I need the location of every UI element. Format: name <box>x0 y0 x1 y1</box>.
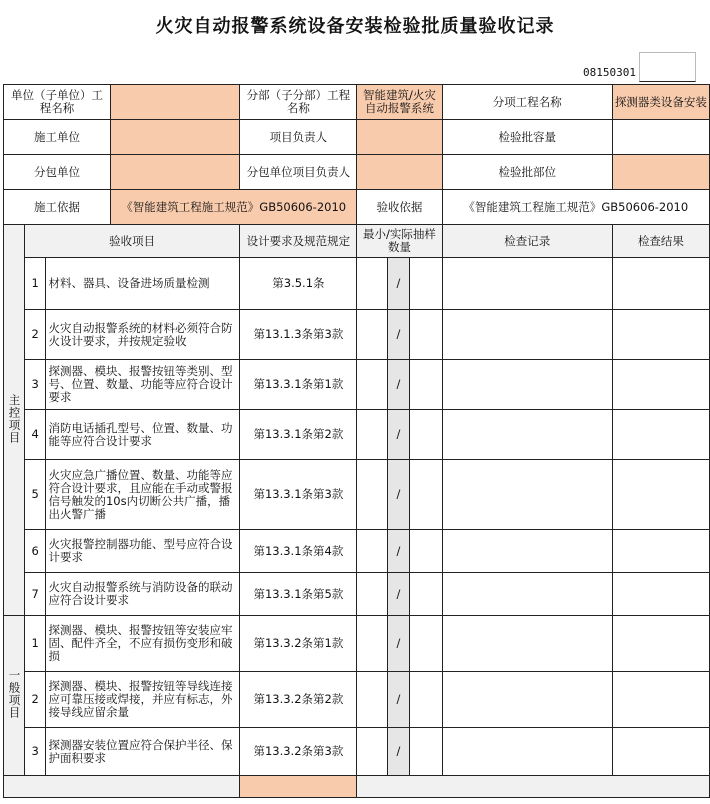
item-text: 材料、器具、设备进场质量检测 <box>46 258 240 310</box>
general-label: 一般项目 <box>7 669 22 719</box>
sample-actual-field[interactable] <box>409 410 442 460</box>
sample-separator: / <box>388 258 409 310</box>
subitem-name-label: 分项工程名称 <box>442 85 612 120</box>
sample-min-field[interactable] <box>357 573 388 616</box>
sample-actual-field[interactable] <box>409 728 442 776</box>
sample-min-field[interactable] <box>357 360 388 410</box>
item-clause: 第13.3.2条第1款 <box>240 616 357 672</box>
sample-separator: / <box>388 460 409 530</box>
contractor-field[interactable] <box>111 120 240 155</box>
subcontractor-label: 分包单位 <box>4 155 111 190</box>
header-design: 设计要求及规范规定 <box>240 225 357 258</box>
acceptance-basis-label: 验收依据 <box>357 190 442 225</box>
result-field[interactable] <box>612 728 709 776</box>
item-clause: 第13.3.1条第4款 <box>240 530 357 573</box>
sample-actual-field[interactable] <box>409 310 442 360</box>
sample-actual-field[interactable] <box>409 616 442 672</box>
table-row <box>4 310 710 360</box>
main-control-section <box>4 225 25 616</box>
item-clause: 第13.3.2条第3款 <box>240 728 357 776</box>
header-result: 检查结果 <box>612 225 709 258</box>
result-field[interactable] <box>612 258 709 310</box>
unit-name-field[interactable] <box>111 85 240 120</box>
table-row <box>4 672 710 728</box>
sample-min-field[interactable] <box>357 616 388 672</box>
sample-actual-field[interactable] <box>409 460 442 530</box>
construction-basis-label: 施工依据 <box>4 190 111 225</box>
result-field[interactable] <box>612 573 709 616</box>
item-number: 4 <box>24 410 46 460</box>
item-clause: 第13.3.1条第5款 <box>240 573 357 616</box>
item-text: 火灾应急广播位置、数量、功能等应符合设计要求，且应能在手动或警报信号触发的10s内切断公共广播，播出火警广播 <box>46 460 240 530</box>
unit-name-label: 单位（子单位）工程名称 <box>4 85 111 120</box>
table-row <box>4 728 710 776</box>
record-field[interactable] <box>442 310 612 360</box>
sample-separator: / <box>388 672 409 728</box>
sample-separator: / <box>388 310 409 360</box>
item-number: 2 <box>24 672 46 728</box>
sample-min-field[interactable] <box>357 410 388 460</box>
batch-capacity-field[interactable] <box>612 120 709 155</box>
result-field[interactable] <box>612 460 709 530</box>
record-field[interactable] <box>442 530 612 573</box>
construction-basis-value[interactable]: 《智能建筑工程施工规范》GB50606-2010 <box>111 190 357 225</box>
header-sample: 最小/实际抽样数量 <box>357 225 442 258</box>
acceptance-basis-value: 《智能建筑工程施工规范》GB50606-2010 <box>442 190 709 225</box>
sample-min-field[interactable] <box>357 310 388 360</box>
form-code: 08150301 <box>583 66 636 79</box>
result-field[interactable] <box>612 616 709 672</box>
item-number: 3 <box>24 360 46 410</box>
item-text: 探测器安装位置应符合保护半径、保护面积要求 <box>46 728 240 776</box>
record-field[interactable] <box>442 672 612 728</box>
subcontractor-field[interactable] <box>111 155 240 190</box>
division-name-value[interactable]: 智能建筑/火灾自动报警系统 <box>357 85 442 120</box>
subitem-name-value[interactable]: 探测器类设备安装 <box>612 85 709 120</box>
page-title: 火灾自动报警系统设备安装检验批质量验收记录 <box>155 16 555 37</box>
item-number: 5 <box>24 460 46 530</box>
batch-capacity-label: 检验批容量 <box>442 120 612 155</box>
item-number: 7 <box>24 573 46 616</box>
item-text: 探测器、模块、报警按钮等导线连接应可靠压接或焊接，并应有标志，外接导线应留余量 <box>46 672 240 728</box>
record-field[interactable] <box>442 258 612 310</box>
sample-actual-field[interactable] <box>409 360 442 410</box>
item-clause: 第13.1.3条第3款 <box>240 310 357 360</box>
sample-min-field[interactable] <box>357 672 388 728</box>
item-text: 火灾自动报警系统与消防设备的联动应符合设计要求 <box>46 573 240 616</box>
code-input-box[interactable] <box>639 52 696 82</box>
sample-separator: / <box>388 410 409 460</box>
header-record: 检查记录 <box>442 225 612 258</box>
item-number: 1 <box>24 616 46 672</box>
result-field[interactable] <box>612 360 709 410</box>
sample-actual-field[interactable] <box>409 530 442 573</box>
item-clause: 第3.5.1条 <box>240 258 357 310</box>
sample-actual-field[interactable] <box>409 672 442 728</box>
result-field[interactable] <box>612 672 709 728</box>
item-text: 探测器、模块、报警按钮等安装应牢固、配件齐全，不应有损伤变形和破损 <box>46 616 240 672</box>
record-field[interactable] <box>442 460 612 530</box>
result-field[interactable] <box>612 410 709 460</box>
project-manager-label: 项目负责人 <box>240 120 357 155</box>
sample-separator: / <box>388 360 409 410</box>
contractor-label: 施工单位 <box>4 120 111 155</box>
item-text: 火灾报警控制器功能、型号应符合设计要求 <box>46 530 240 573</box>
sample-actual-field[interactable] <box>409 258 442 310</box>
record-field[interactable] <box>442 728 612 776</box>
table-row <box>4 530 710 573</box>
table-row <box>4 573 710 616</box>
item-number: 1 <box>24 258 46 310</box>
item-number: 6 <box>24 530 46 573</box>
item-number: 3 <box>24 728 46 776</box>
footer-left-cell <box>4 776 240 798</box>
table-row <box>4 360 710 410</box>
table-row <box>4 460 710 530</box>
sub-pm-field[interactable] <box>357 155 442 190</box>
record-field[interactable] <box>442 573 612 616</box>
sample-min-field[interactable] <box>357 728 388 776</box>
item-number: 2 <box>24 310 46 360</box>
record-field[interactable] <box>442 360 612 410</box>
item-clause: 第13.3.1条第2款 <box>240 410 357 460</box>
record-field[interactable] <box>442 616 612 672</box>
sample-separator: / <box>388 530 409 573</box>
sample-min-field[interactable] <box>357 460 388 530</box>
result-field[interactable] <box>612 310 709 360</box>
batch-location-label: 检验批部位 <box>442 155 612 190</box>
footer-peach-cell[interactable] <box>240 776 357 798</box>
record-field[interactable] <box>442 410 612 460</box>
sample-actual-field[interactable] <box>409 573 442 616</box>
sample-separator: / <box>388 573 409 616</box>
sample-min-field[interactable] <box>357 530 388 573</box>
item-text: 火灾自动报警系统的材料必须符合防火设计要求，并按规定验收 <box>46 310 240 360</box>
sub-pm-label: 分包单位项目负责人 <box>240 155 357 190</box>
sample-separator: / <box>388 616 409 672</box>
footer-right-cell <box>357 776 710 798</box>
main-control-label: 主控项目 <box>7 393 22 444</box>
general-section <box>4 616 25 776</box>
batch-location-field[interactable] <box>612 155 709 190</box>
item-clause: 第13.3.2条第2款 <box>240 672 357 728</box>
table-row <box>4 616 710 672</box>
acceptance-form-table <box>3 84 710 798</box>
division-name-label: 分部（子分部）工程名称 <box>240 85 357 120</box>
table-row <box>4 410 710 460</box>
result-field[interactable] <box>612 530 709 573</box>
item-text: 消防电话插孔型号、位置、数量、功能等应符合设计要求 <box>46 410 240 460</box>
item-clause: 第13.3.1条第1款 <box>240 360 357 410</box>
header-item: 验收项目 <box>24 225 240 258</box>
item-text: 探测器、模块、报警按钮等类别、型号、位置、数量、功能等应符合设计要求 <box>46 360 240 410</box>
item-clause: 第13.3.1条第3款 <box>240 460 357 530</box>
table-row <box>4 258 710 310</box>
sample-separator: / <box>388 728 409 776</box>
sample-min-field[interactable] <box>357 258 388 310</box>
project-manager-field[interactable] <box>357 120 442 155</box>
